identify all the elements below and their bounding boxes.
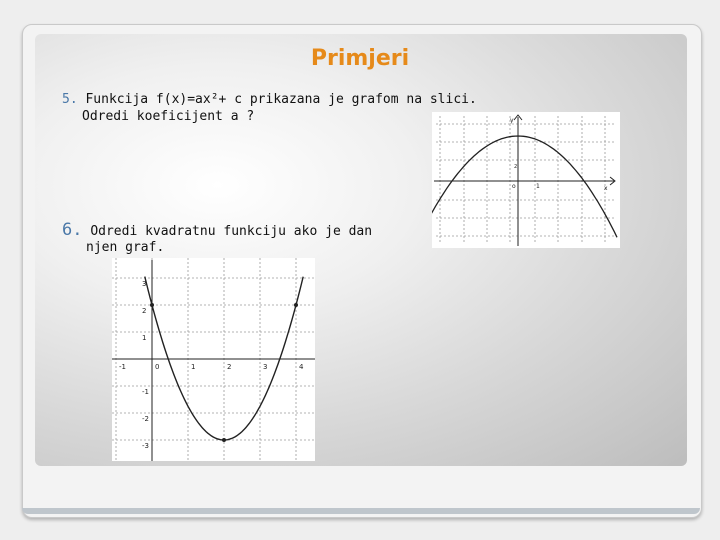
- example-5: [62, 91, 477, 108]
- graph-5-y-tick-label: 2: [514, 164, 518, 170]
- graph-5-origin-label: o: [512, 183, 516, 190]
- graph-6-y-tick-label: -1: [142, 388, 149, 396]
- graph-6-point: [150, 303, 154, 307]
- example-6-text-line2: njen graf.: [86, 240, 165, 255]
- graph-6-x-tick-label: 1: [191, 363, 196, 371]
- graph-6-y-tick-label: -2: [142, 415, 149, 423]
- graph-6-y-tick-label: 1: [142, 334, 147, 342]
- slide-title: Primjeri: [310, 46, 410, 71]
- example-5-number: 5.: [62, 92, 78, 107]
- slide-bottom-bar: [22, 508, 700, 514]
- graph-6-point: [222, 438, 226, 442]
- example-6-text-line1: Odredi kvadratnu funkciju ako je dan: [90, 224, 373, 239]
- graph-6: [112, 258, 315, 461]
- graph-6-y-tick-label: 2: [142, 307, 147, 315]
- graph-5-y-label: y: [510, 117, 514, 124]
- graph-6-y-tick-label: 3: [142, 280, 147, 288]
- graph-6-x-tick-label: -1: [119, 363, 126, 371]
- graph-6-y-tick-label: -3: [142, 442, 149, 450]
- graph-5-x-label: x: [604, 185, 608, 192]
- graph-6-x-tick-label: 0: [155, 363, 160, 371]
- graph-5-x-tick-label: 1: [536, 183, 540, 190]
- example-6-number: 6.: [62, 220, 83, 240]
- graph-6-point: [294, 303, 298, 307]
- graph-5-background: [432, 112, 620, 248]
- example-6: [62, 222, 372, 240]
- graph-5: [432, 112, 620, 248]
- graph-6-x-tick-label: 3: [263, 363, 268, 371]
- example-5-text-line2: Odredi koeficijent a ?: [82, 109, 255, 124]
- example-5-text-line1: Funkcija f(x)=ax²+ c prikazana je grafom na slici.: [85, 92, 477, 107]
- graph-6-x-tick-label: 2: [227, 363, 232, 371]
- graph-6-x-tick-label: 4: [299, 363, 304, 371]
